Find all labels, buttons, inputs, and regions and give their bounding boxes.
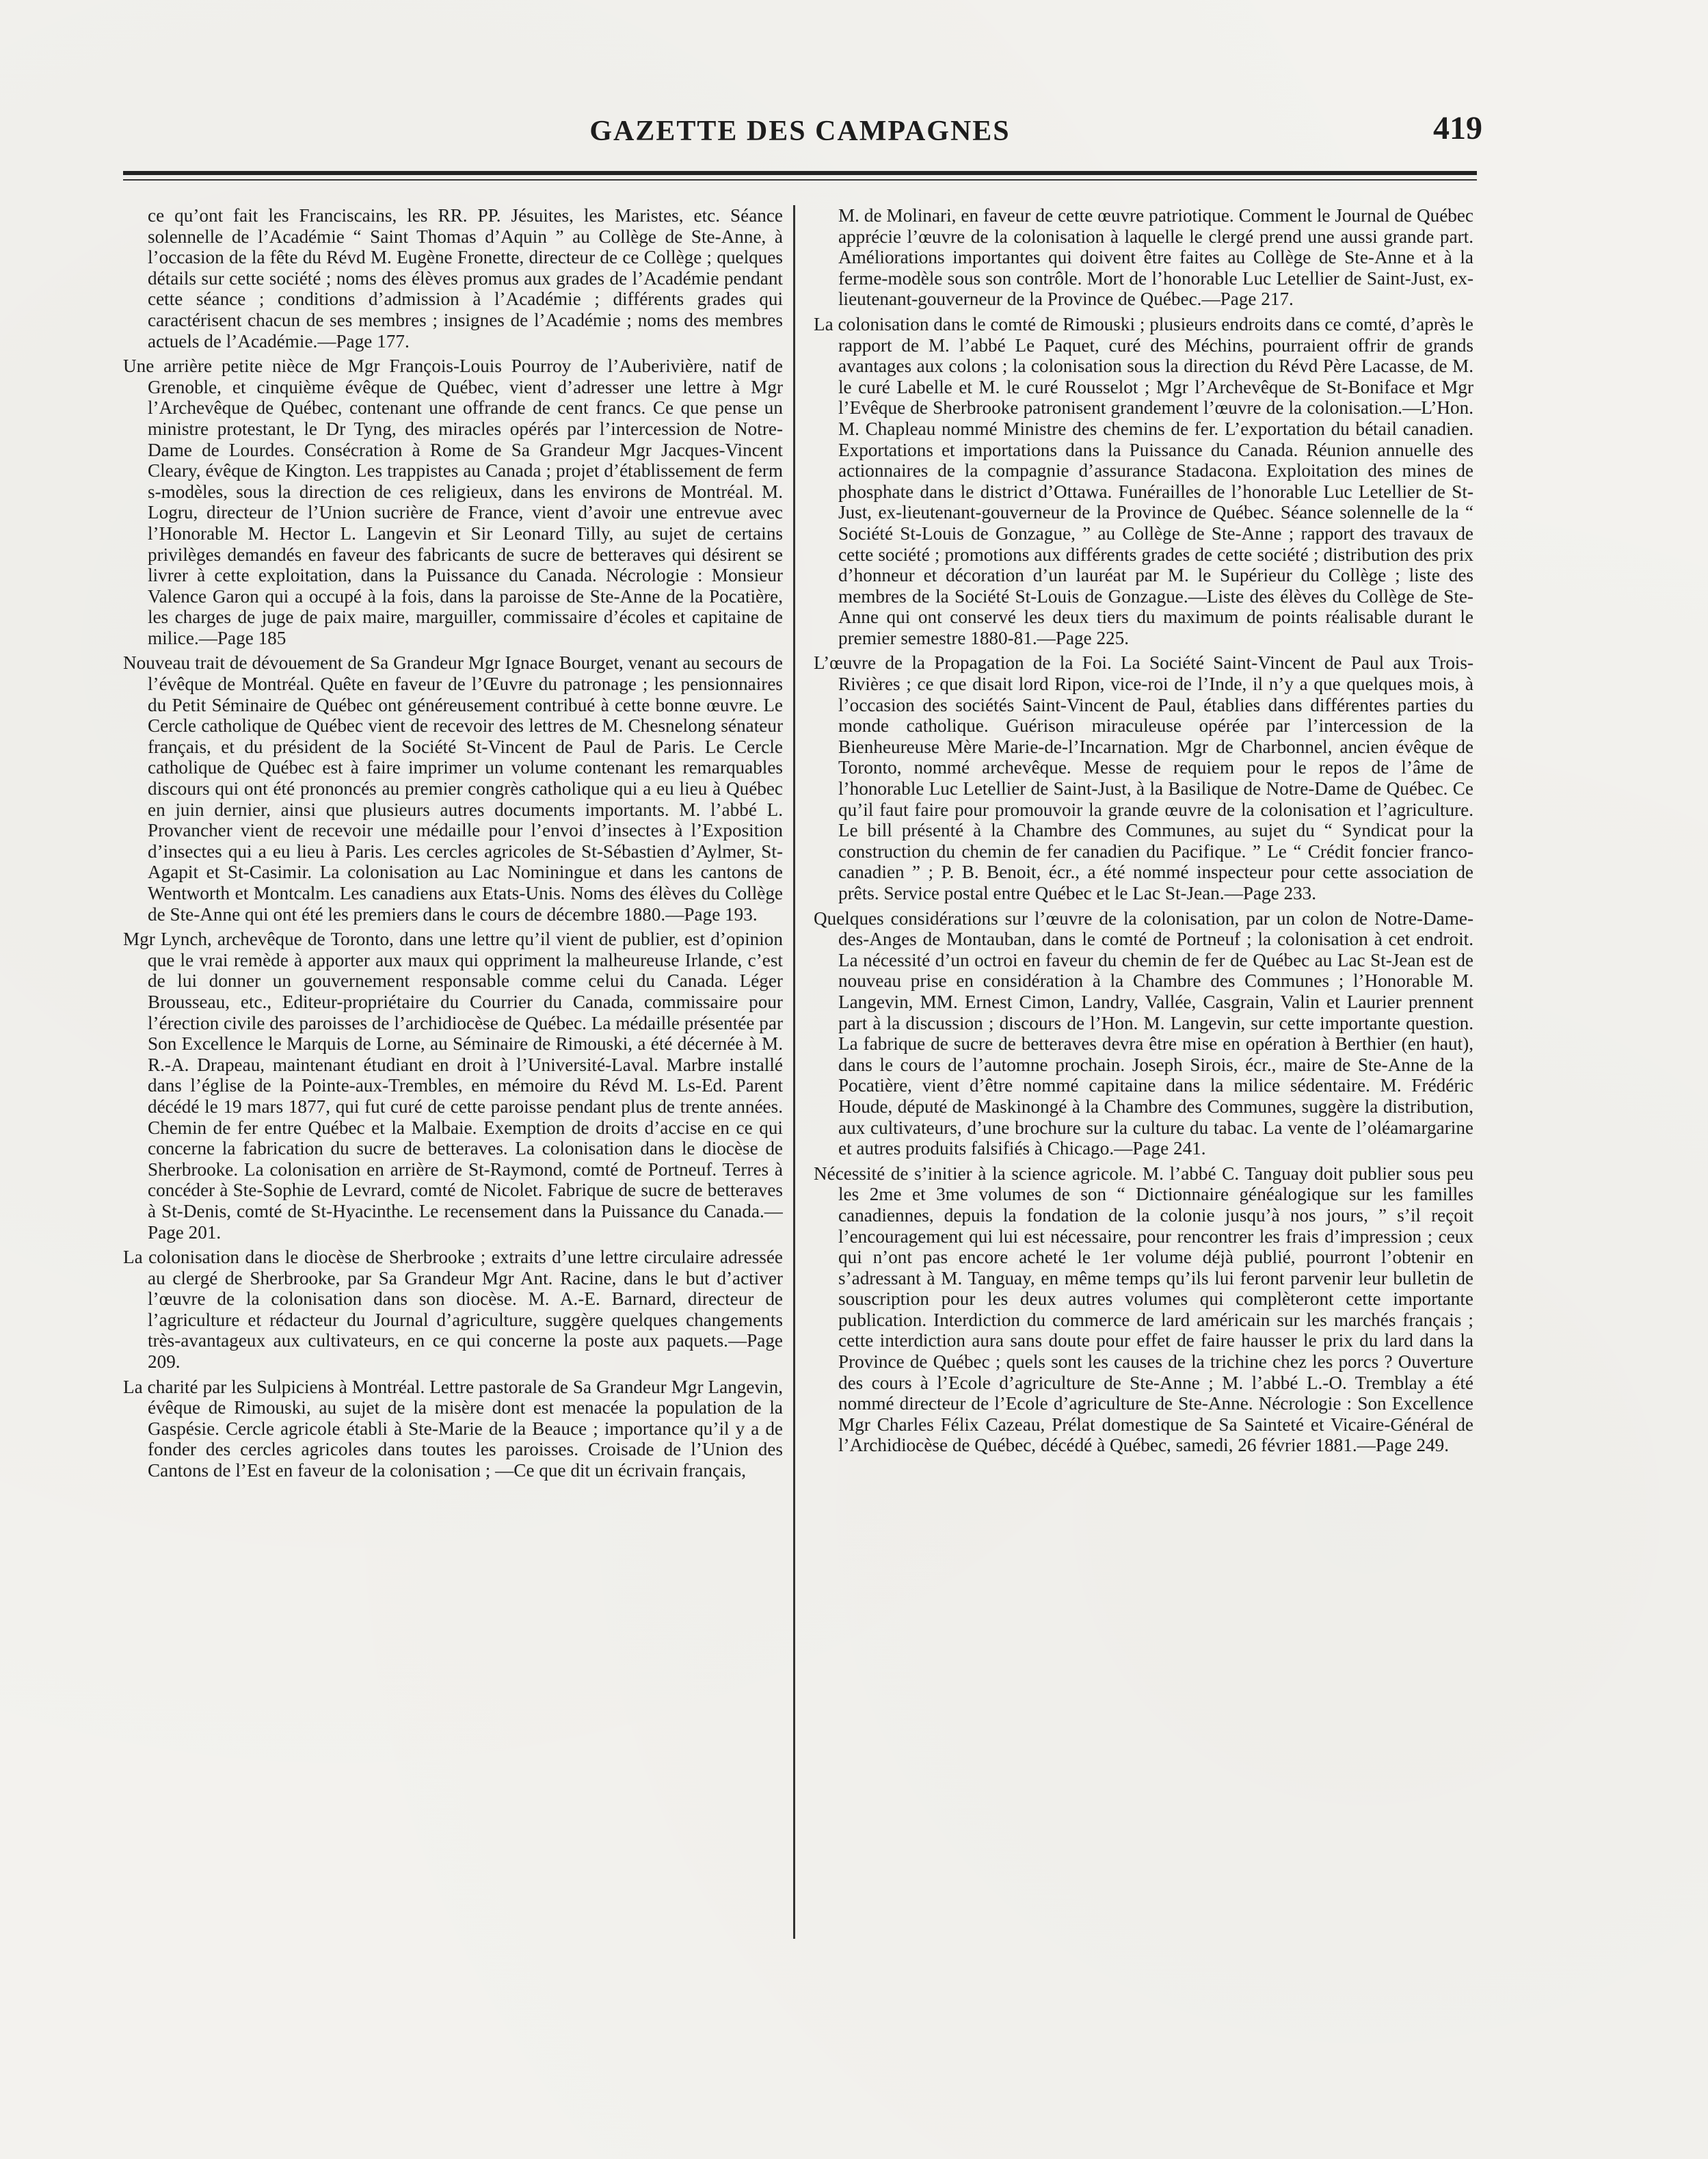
index-entry: La charité par les Sulpiciens à Montréal. Lettre pastorale de Sa Grandeur Mgr Langevin, évêque de Rimouski, au sujet de la misère dont est menacée la population de la Gaspésie. Cercle agricole établi à Ste-Marie de la Beauce ; importance qu’il y a de fonder des cercles agricoles dans toutes les paroisses. Croisade de l’Union des Cantons de l’Est en faveur de la colonisation ; —Ce que dit un écrivain français, [123, 1376, 783, 1481]
page-header [123, 109, 1482, 150]
index-entry: La colonisation dans le diocèse de Sherbrooke ; extraits d’une lettre circulaire adressée au clergé de Sherbrooke, par Sa Grandeur Mgr Ant. Racine, dans le but d’activer l’œuvre de la colonisation dans son diocèse. M. A.-E. Barnard, directeur de l’agriculture et rédacteur du Journal d’agriculture, suggère quelques changements très-avantageux aux cultivateurs, en ce qui concerne la poste aux paquets.—Page 209. [123, 1247, 783, 1373]
index-entry: Une arrière petite nièce de Mgr François-Louis Pourroy de l’Auberivière, natif de Grenoble, et cinquième évêque de Québec, vient d’adresser une lettre à Mgr l’Archevêque de Québec, contenant une offrande de cent francs. Ce que pense un ministre protestant, le Dr Tyng, des miracles opérés par l’intercession de Notre-Dame de Lourdes. Consécration à Rome de Sa Grandeur Mgr Jacques-Vincent Cleary, évêque de Kington. Les trappistes au Canada ; projet d’établissement de ferm s-modèles, sous la direction de ces religieux, dans les environs de Montréal. M. Logru, directeur de l’Union sucrière de France, vient d’avoir une entrevue avec l’Honorable M. Hector L. Langevin et Sir Leonard Tilly, au sujet de certains privilèges demandés en faveur des fabricants de sucre de betteraves qui désirent se livrer à cette exploitation, dans la Puissance du Canada. Nécrologie : Monsieur Valence Garon qui a occupé à la fois, dans la paroisse de Ste-Anne de la Pocatière, les charges de juge de paix maire, marguiller, commissaire d’écoles et capitaine de milice.—Page 185 [123, 356, 783, 648]
header-rule-thin [123, 179, 1477, 181]
index-entry: Quelques considérations sur l’œuvre de la colonisation, par un colon de Notre-Dame-des-Anges de Montauban, dans le comté de Portneuf ; la colonisation à cet endroit. La nécessité d’un octroi en faveur du chemin de fer de Québec au Lac St-Jean est de nouveau prise en considération à la Chambre des Communes ; l’Honorable M. Langevin, MM. Ernest Cimon, Landry, Vallée, Casgrain, Valin et Laurier prennent part à la discussion ; discours de l’Hon. M. Langevin, sur cette importante question. La fabrique de sucre de betteraves devra être mise en opération à Berthier (en haut), dans le cours de l’automne prochain. Joseph Sirois, écr., maire de Ste-Anne de la Pocatière, vient d’être nommé capitaine dans la milice sédentaire. M. Frédéric Houde, député de Maskinongé à la Chambre des Communes, suggère la distribution, aux cultivateurs, d’une brochure sur la culture du tabac. La vente de l’oléamargarine et autres produits falsifiés à Chicago.—Page 241. [814, 908, 1473, 1159]
page-number: 419 [1433, 110, 1482, 146]
index-entry: Nouveau trait de dévouement de Sa Grandeur Mgr Ignace Bourget, venant au secours de l’évêque de Montréal. Quête en faveur de l’Œuvre du patronage ; les pensionnaires du Petit Séminaire de Québec ont généreusement contribué à cette bonne œuvre. Le Cercle catholique de Québec vient de recevoir des lettres de M. Chesnelong sénateur français, et du président de la Société St-Vincent de Paul de Paris. Le Cercle catholique de Québec est à faire imprimer un volume contenant les remarquables discours qui ont été prononcés au premier congrès catholique qui a eu lieu à Québec en juin dernier, ainsi que plusieurs autres documents importants. M. l’abbé L. Provancher vient de recevoir une médaille pour l’envoi d’insectes à l’Exposition d’insectes qui a eu lieu à Paris. Les cercles agricoles de St-Sébastien d’Aylmer, St-Agapit et St-Casimir. La colonisation au Lac Nominingue et dans les cantons de Wentworth et Montcalm. Les canadiens aux Etats-Unis. Noms des élèves du Collège de Ste-Anne qui ont été les premiers dans le cours de décembre 1880.—Page 193. [123, 652, 783, 925]
right-column [814, 205, 1473, 1956]
index-entry: M. de Molinari, en faveur de cette œuvre patriotique. Comment le Journal de Québec apprécie l’œuvre de la colonisation à laquelle le clergé prend une aussi grande part. Améliorations importantes qui doivent être faites au Collège de Ste-Anne et à la ferme-modèle sous son contrôle. Mort de l’honorable Luc Letellier de Saint-Just, ex-lieutenant-gouverneur de la Province de Québec.—Page 217. [838, 205, 1473, 310]
index-entry: ce qu’ont fait les Franciscains, les RR. PP. Jésuites, les Maristes, etc. Séance solennelle de l’Académie “ Saint Thomas d’Aquin ” au Collège de Ste-Anne, à l’occasion de la fête du Révd M. Eugène Fronette, directeur de ce Collège ; quelques détails sur cette société ; noms des élèves promus aux grades de l’Académie pendant cette séance ; conditions d’admission à l’Académie ; différents grades qui caractérisent chacun de ses membres ; insignes de l’Académie ; noms des membres actuels de l’Académie.—Page 177. [148, 205, 783, 352]
left-column [123, 205, 783, 1956]
index-entry: Mgr Lynch, archevêque de Toronto, dans une lettre qu’il vient de publier, est d’opinion que le vrai remède à apporter aux maux qui oppriment la malheureuse Irlande, c’est de lui donner un gouvernement responsable comme celui du Canada. Léger Brousseau, etc., Editeur-propriétaire du Courrier du Canada, commissaire pour l’érection civile des paroisses de l’archidiocèse de Québec. La médaille présentée par Son Excellence le Marquis de Lorne, au Séminaire de Rimouski, a été décernée à M. R.-A. Drapeau, maintenant étudiant en droit à l’Université-Laval. Marbre installé dans l’église de la Pointe-aux-Trembles, en mémoire du Révd M. Ls-Ed. Parent décédé le 19 mars 1877, qui fut curé de cette paroisse pendant plus de trente années. Chemin de fer entre Québec et la Malbaie. Exemption de droits d’accise en ce qui concerne la fabrication du sucre de betteraves. La colonisation dans le diocèse de Sherbrooke. La colonisation en arrière de St-Raymond, comté de Portneuf. Terres à concéder à Ste-Sophie de Levrard, comté de Nicolet. Fabrique de sucre de betteraves à St-Denis, comté de St-Hyacinthe. Le recensement dans la Puissance du Canada.—Page 201. [123, 929, 783, 1243]
header-rule-thick [123, 171, 1477, 175]
index-entry: La colonisation dans le comté de Rimouski ; plusieurs endroits dans ce comté, d’après le rapport de M. l’abbé Le Paquet, curé des Méchins, pourraient offrir de grands avantages aux colons ; la colonisation sous la direction du Révd Père Lacasse, de M. le curé Labelle et M. le curé Rousselot ; Mgr l’Archevêque de St-Boniface et Mgr l’Evêque de Sherbrooke patronisent grandement l’œuvre de la colonisation.—L’Hon. M. Chapleau nommé Ministre des chemins de fer. L’exportation du bétail canadien. Exportations et importations dans la Puissance du Canada. Réunion annuelle des actionnaires de la compagnie d’assurance Stadacona. Exploitation des mines de phosphate dans le district d’Ottawa. Funérailles de l’honorable Luc Letellier de St-Just, ex-lieutenant-gouverneur de la Province de Québec. Séance solennelle de la “ Société St-Louis de Gonzague, ” au Collège de Ste-Anne ; rapport des travaux de cette société ; promotions aux différents grades de cette société ; distribution des prix d’honneur et décoration d’un lauréat par M. le Supérieur du Collège ; liste des membres de la Société St-Louis de Gonzague.—Liste des élèves du Collège de Ste-Anne qui ont conservé les deux tiers du maximum de points réalisable durant le premier semestre 1880-81.—Page 225. [814, 313, 1473, 648]
index-entry: Nécessité de s’initier à la science agricole. M. l’abbé C. Tanguay doit publier sous peu les 2me et 3me volumes de son “ Dictionnaire généalogique sur les familles canadiennes, depuis la fondation de la colonie jusqu’à nos jours, ” s’il reçoit l’encouragement qui lui est nécessaire, pour rencontrer les frais d’impression ; ceux qui n’ont pas encore acheté le 1er volume déjà publié, pourront l’obtenir en s’adressant à M. Tanguay, en même temps qu’ils lui feront parvenir leur bulletin de souscription pour les deux autres volumes qui complèteront cette importante publication. Interdiction du commerce de lard américain sur les marchés français ; cette interdiction aura sans doute pour effet de faire hausser le prix du lard dans la Province de Québec ; quels sont les causes de la trichine chez les porcs ? Ouverture des cours à l’Ecole d’agriculture de Ste-Anne ; M. l’abbé L.-O. Tremblay a été nommé directeur de l’Ecole d’agriculture de Ste-Anne. Nécrologie : Son Excellence Mgr Charles Félix Cazeau, Prélat domestique de Sa Sainteté et Vicaire-Général de l’Archidiocèse de Québec, décédé à Québec, samedi, 26 février 1881.—Page 249. [814, 1163, 1473, 1456]
column-divider [793, 205, 795, 1939]
running-title: GAZETTE DES CAMPAGNES [589, 116, 1011, 147]
index-entry: L’œuvre de la Propagation de la Foi. La Société Saint-Vincent de Paul aux Trois-Rivières ; ce que disait lord Ripon, vice-roi de l’Inde, il n’y a que quelques mois, à l’occasion des sociétés Saint-Vincent de Paul, établies dans différentes parties du monde catholique. Guérison miraculeuse opérée par l’intercession de la Bienheureuse Mère Marie-de-l’Incarnation. Mgr de Charbonnel, ancien évêque de Toronto, nommé archevêque. Messe de requiem pour le repos de l’âme de l’honorable Luc Letellier de Saint-Just, à la Basilique de Notre-Dame de Québec. Ce qu’il faut faire pour promouvoir la grande œuvre de la colonisation et l’agriculture. Le bill présenté à la Chambre des Communes, au sujet du “ Syndicat pour la construction du chemin de fer canadien du Pacifique. ” Le “ Crédit foncier franco-canadien ” ; P. B. Benoit, écr., a été nommé inspecteur pour cette association de prêts. Service postal entre Québec et le Lac St-Jean.—Page 233. [814, 652, 1473, 903]
